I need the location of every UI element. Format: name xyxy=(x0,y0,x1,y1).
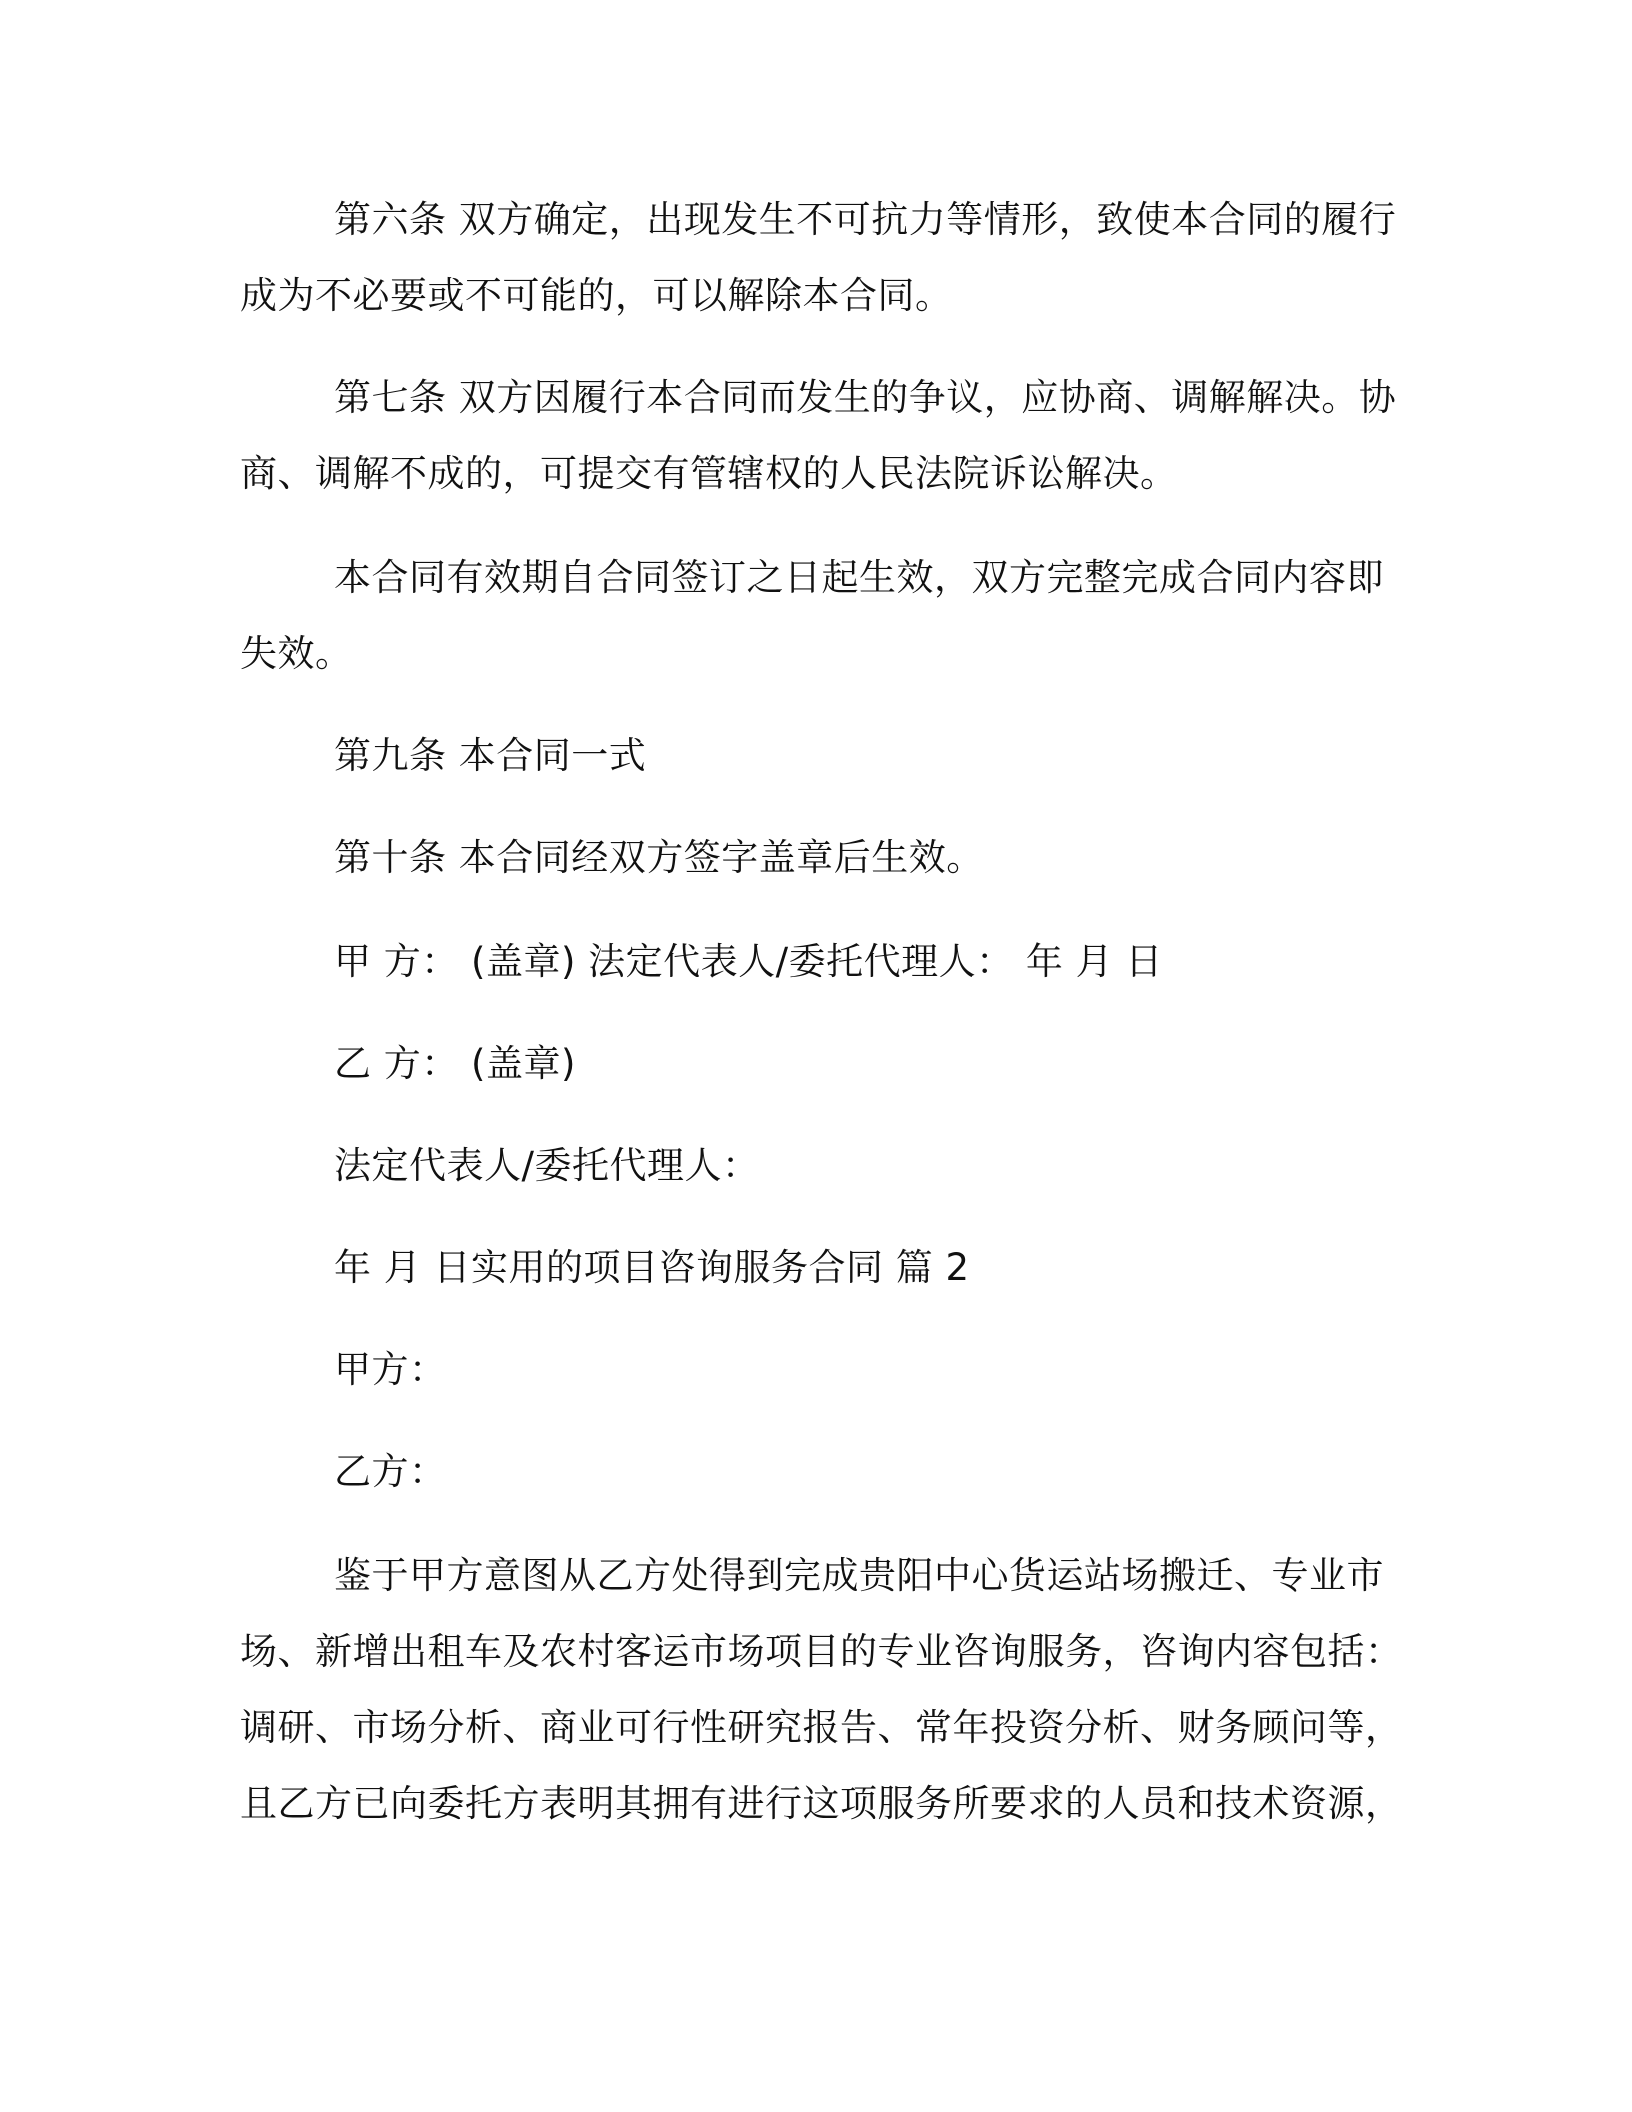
article-7-line-1: 第七条 双方因履行本合同而发生的争议，应协商、调解解决。协 xyxy=(334,376,1397,419)
preamble-line-2: 场、新增出租车及农村客运市场项目的专业咨询服务，咨询内容包括： xyxy=(240,1630,1403,1673)
article-6-line-1: 第六条 双方确定，出现发生不可抗力等情形，致使本合同的履行 xyxy=(334,198,1397,241)
preamble-line-1: 鉴于甲方意图从乙方处得到完成贵阳中心货运站场搬迁、专业市 xyxy=(334,1554,1384,1597)
contract-2-title-line: 年 月 日实用的项目咨询服务合同 篇 2 xyxy=(334,1246,970,1289)
preamble-line-3: 调研、市场分析、商业可行性研究报告、常年投资分析、财务顾问等， xyxy=(240,1706,1403,1749)
article-9-line: 第九条 本合同一式 xyxy=(334,734,647,777)
validity-line-2: 失效。 xyxy=(240,632,353,675)
article-6-line-2: 成为不必要或不可能的，可以解除本合同。 xyxy=(240,274,953,317)
article-10-line: 第十条 本合同经双方签字盖章后生效。 xyxy=(334,836,984,879)
representative-line: 法定代表人/委托代理人： xyxy=(334,1144,760,1187)
preamble-line-4: 且乙方已向委托方表明其拥有进行这项服务所要求的人员和技术资源， xyxy=(240,1782,1403,1825)
party-a-label: 甲方： xyxy=(334,1348,447,1391)
validity-line-1: 本合同有效期自合同签订之日起生效，双方完整完成合同内容即 xyxy=(334,556,1384,599)
article-7-line-2: 商、调解不成的，可提交有管辖权的人民法院诉讼解决。 xyxy=(240,452,1178,495)
party-a-signature-line: 甲 方： (盖章) 法定代表人/委托代理人： 年 月 日 xyxy=(334,940,1163,983)
party-b-label: 乙方： xyxy=(334,1450,447,1493)
party-b-signature-line: 乙 方： (盖章) xyxy=(334,1042,576,1085)
